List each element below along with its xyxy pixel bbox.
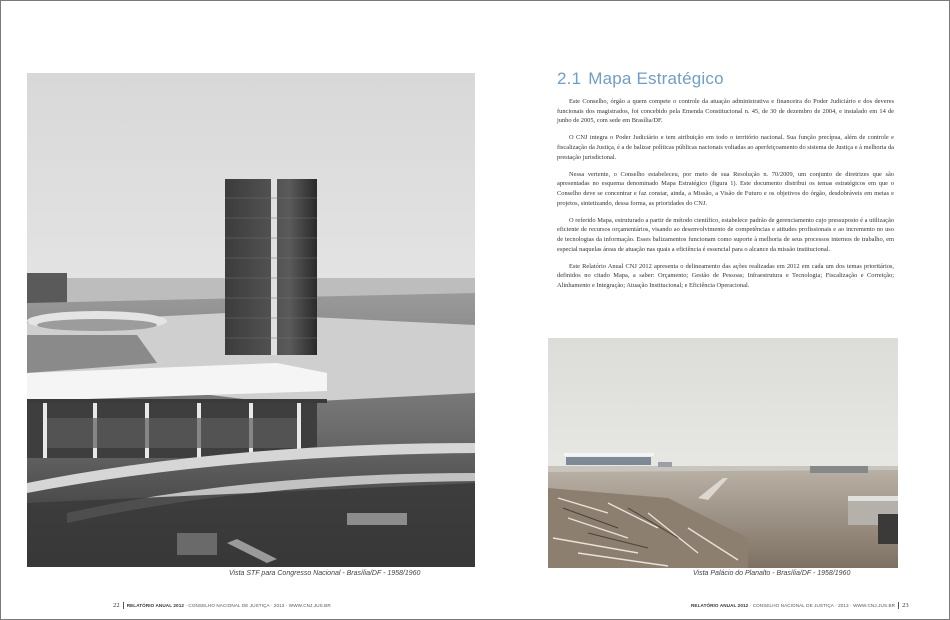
section-title [557, 69, 724, 89]
page-number-left: 22 [113, 602, 120, 609]
paragraph: Este Conselho, órgão a quem compete o controle da atuação administrativa e financeira do Poder Judiciário e dos deveres funcionais dos magistrados, foi concebido pela Emenda Constitucional n. 45, de 30 de dezembro de 2004, e instalado em 14 de junho de 2005, com sede em Brasília/DF. [557, 98, 894, 125]
footer-separator [123, 602, 124, 609]
footer-report-right: RELATÓRIO ANUAL 2012 [691, 603, 749, 608]
paragraph: Este Relatório Anual CNJ 2012 apresenta o delineamento das ações realizadas em 2012 em cada um dos temas prioritários, definidos no citado Mapa, a saber: Orçamento; Gestão de Pessoas; Infraestrutura e Tecnologia; Fiscalização e Correição; Alinhamento e Integração; Atuação Institucional; e Eficiência Operacional. [557, 262, 894, 289]
caption-left: Vista STF para Congresso Nacional - Brasília/DF - 1958/1960 [229, 570, 421, 577]
photo-palacio-planalto [548, 338, 898, 568]
section-number: 2.1 [557, 69, 582, 88]
footer-separator [898, 602, 899, 609]
footer-detail-left: · CONSELHO NACIONAL DE JUSTIÇA · 2013 · WWW.CNJ.JUS.BR [185, 603, 331, 608]
document-spread [1, 1, 947, 617]
footer-detail-right: · CONSELHO NACIONAL DE JUSTIÇA · 2013 · WWW.CNJ.JUS.BR [749, 603, 896, 608]
caption-right: Vista Palácio do Planalto - Brasília/DF - 1958/1960 [693, 570, 851, 577]
footer-report-left: RELATÓRIO ANUAL 2012 [126, 603, 185, 608]
paragraph: O CNJ integra o Poder Judiciário e tem atribuição em todo o território nacional. Sua função precípua, além de controle e fiscalização da Justiça, é a de balizar políticas públicas nacionais voltadas ao aperfeiçoamento do sistema de Justiça e à melhoria da prestação jurisdicional. [557, 134, 894, 161]
paragraph: Nessa vertente, o Conselho estabeleceu, por meio de sua Resolução n. 70/2009, um conjunto de diretrizes que são apresentadas no esquema denominado Mapa Estratégico (figura 1). Este documento distribui os temas estratégicos em que o Conselho deve se concentrar e faz constar, ainda, a Missão, a Visão de Futuro e os objetivos do órgão, desdobráveis em metas e projetos, sintetizando, dessa forma, as prioridades do CNJ. [557, 170, 894, 207]
paragraph: O referido Mapa, estruturado a partir de método científico, estabelece padrão de gerenciamento cujo pressuposto é a utilização eficiente de recursos orçamentários, visando ao desenvolvimento de competências e atitudes profissionais e ao incremento no uso de tecnologias da informação. Esses balizamentos funcionam como suporte à melhoria de seus processos internos de trabalho, em especial naquelas áreas de atuação nas quais a eficiência é essencial para o alcance da missão institucional. [557, 216, 894, 253]
section-heading: Mapa Estratégico [588, 69, 724, 88]
photo-stf-congresso [27, 73, 475, 567]
footer-right [691, 602, 909, 609]
body-text [557, 97, 894, 298]
page-number-right: 23 [902, 602, 909, 609]
footer-left [113, 602, 331, 609]
